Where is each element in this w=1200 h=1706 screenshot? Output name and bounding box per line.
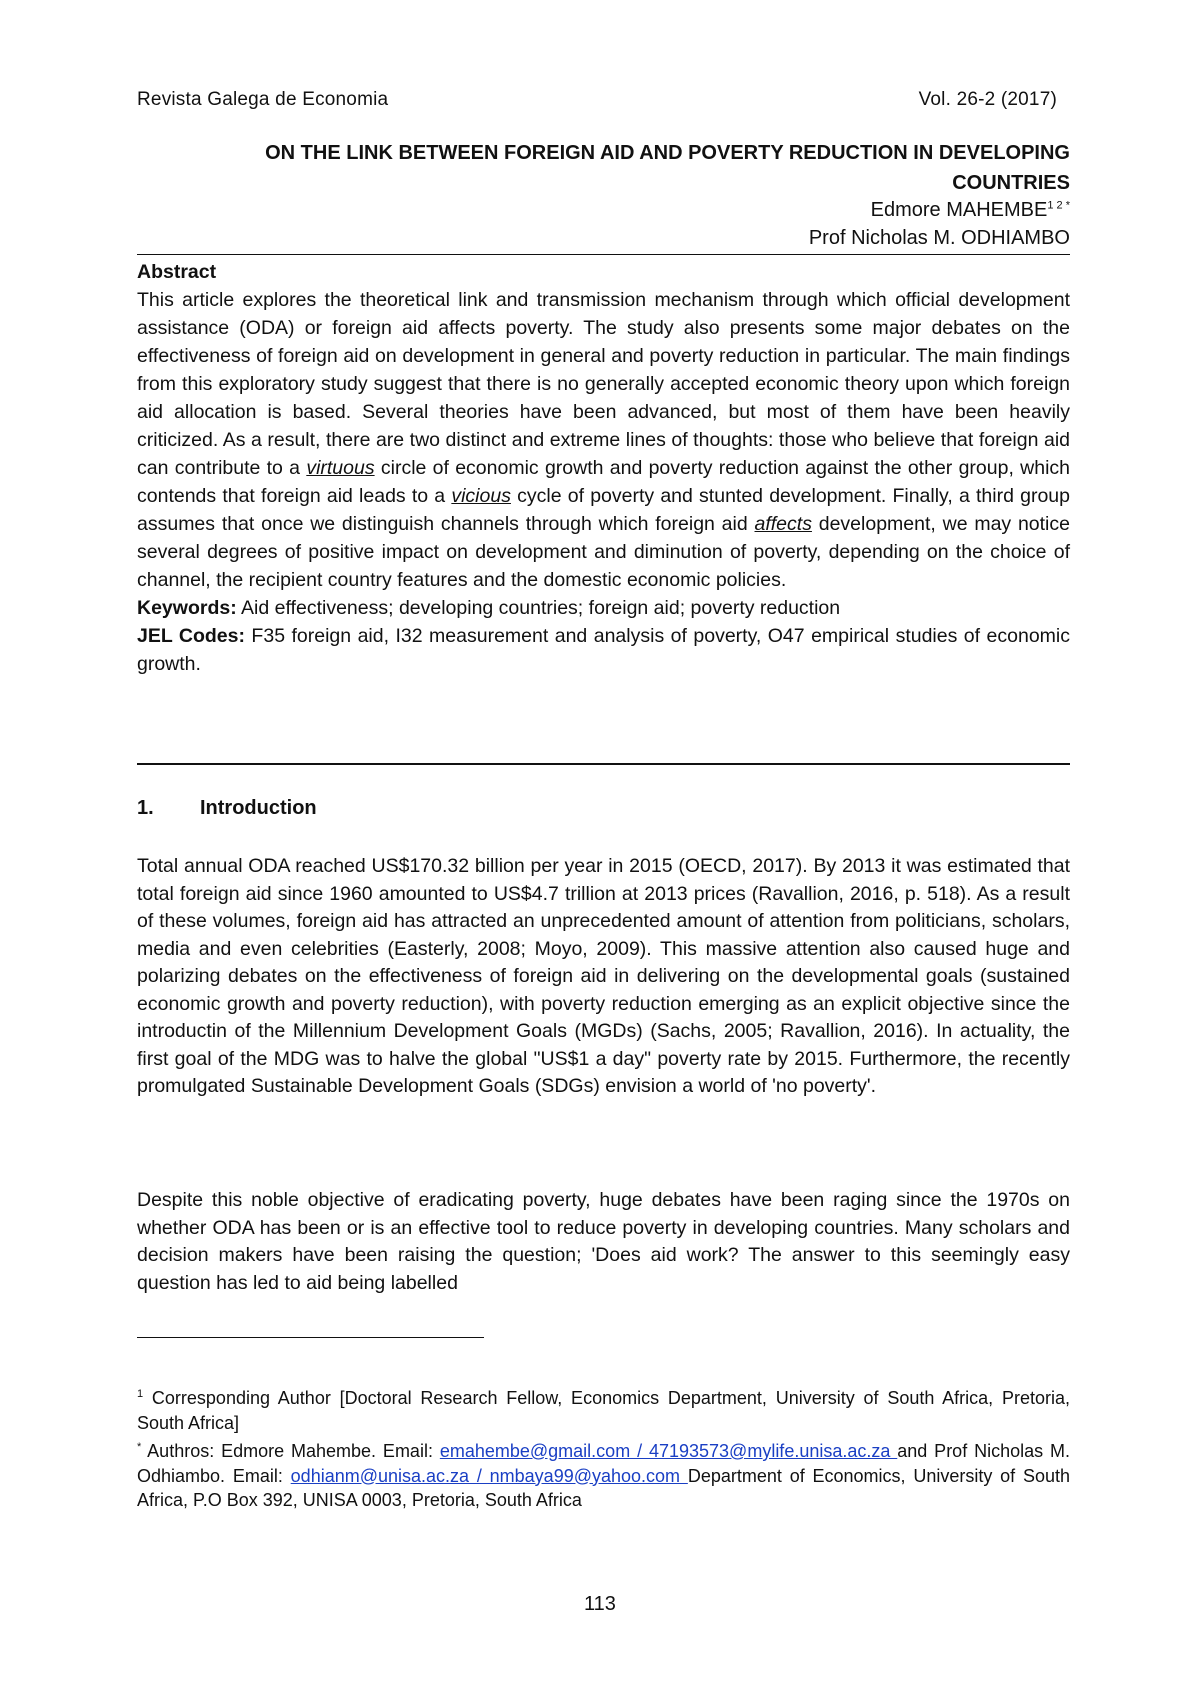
intro-paragraph-1: Total annual ODA reached US$170.32 billion per year in 2015 (OECD, 2017). By 2013 it was estimated that total foreign aid since 1960 amounted to US$4.7 trillion at 2013 prices (Ravallion, 2016, p. 518). As a result of these volumes, foreign aid has attracted an unprecedented amount of attention from politicians, scholars, media and even celebrities (Easterly, 2008; Moyo, 2009). This massive attention also caused huge and polarizing debates on the effectiveness of foreign aid in delivering on the developmental goals (sustained economic growth and poverty reduction), with poverty reduction emerging as an explicit objective since the introductin of the Millennium Development Goals (MGDs) (Sachs, 2005; Ravallion, 2016). In actuality, the first goal of the MDG was to halve the global "US$1 a day" poverty rate by 2015. Furthermore, the recently promulgated Sustainable Development Goals (SDGs) envision a world of 'no poverty'. <box>137 855 1070 1097</box>
emph-affects: affects <box>754 513 812 535</box>
footnote-2-mark: * <box>137 1441 142 1453</box>
jel-label: JEL Codes: <box>137 625 245 647</box>
footnote-1: $^1$ Corresponding Author [Doctoral Research Fellow, Economics Department, University of South Africa, Pretoria, South Africa] <box>137 1388 1070 1433</box>
email-link-mahembe[interactable]: emahembe@gmail.com / 47193573@mylife.unisa.ac.za <box>439 1441 898 1461</box>
volume-info: Vol. 26-2 (2017) <box>918 89 1057 110</box>
keywords-label: Keywords: <box>137 597 237 619</box>
section-heading-introduction <box>137 797 317 820</box>
article-title <box>137 138 1070 198</box>
author-1-marks: 1 2 * <box>1047 199 1070 212</box>
rule-bottom <box>137 763 1070 765</box>
jel-line <box>137 622 1070 678</box>
intro-paragraph-2: Despite this noble objective of eradicating poverty, huge debates have been raging since the 1970s on whether ODA has been or is an effective tool to reduce poverty in developing countries. Many scholars and decision makers have been raising the question; 'Does aid work? The answer to this seemingly easy question has led to aid being labelled <box>137 1189 1070 1294</box>
journal-name: Revista Galega de Economia <box>137 89 389 110</box>
abstract-heading: Abstract <box>137 261 217 283</box>
title-line-2: COUNTRIES <box>952 172 1070 194</box>
keywords-line <box>137 594 1070 622</box>
abstract-section <box>137 258 1070 678</box>
author-1-name: Edmore MAHEMBE <box>870 199 1048 221</box>
footnote-1-mark: 1 <box>137 1388 144 1400</box>
section-number: 1. <box>137 797 154 819</box>
email-link-odhiambo[interactable]: odhianm@unisa.ac.za / nmbaya99@yahoo.com <box>290 1465 688 1486</box>
emph-virtuous: virtuous <box>306 457 375 479</box>
running-header <box>137 89 1057 111</box>
section-title: Introduction <box>200 797 317 819</box>
keywords-text: Aid effectiveness; developing countries; foreign aid; poverty reduction <box>236 597 841 619</box>
title-line-1: ON THE LINK BETWEEN FOREIGN AID AND POVERTY REDUCTION IN DEVELOPING <box>265 142 1070 164</box>
author-2 <box>137 227 1070 250</box>
author-2-name: Prof Nicholas M. ODHIAMBO <box>808 227 1070 249</box>
footnote-separator <box>137 1337 484 1338</box>
footnote-2: * Authros: Edmore Mahembe. Email: emahembe@gmail.com / 47193573@mylife.unisa.ac.za and Prof Nicholas M. Odhiambo. Email: odhianm@unisa.ac.za / nmbaya99@yahoo.com Department of Economics, University of South Africa, P.O Box 392, UNISA 0003, Pretoria, South Africa <box>137 1441 1071 1510</box>
footnotes <box>137 1382 1070 1513</box>
author-1 <box>137 199 1070 222</box>
emph-vicious: vicious <box>451 485 511 507</box>
abstract-text: This article explores the theoretical link and transmission mechanism through which official development assistance (ODA) or foreign aid affects poverty. The study also presents some major debates on the effectiveness of foreign aid on development in general and poverty reduction in particular. The main findings from this exploratory study suggest that there is no generally accepted economic theory upon which foreign aid allocation is based. Several theories have been advanced, but most of them have been heavily criticized. As a result, there are two distinct and extreme lines of thoughts: those who believe that foreign aid can contribute to a virtuous circle of economic growth and poverty reduction against the other group, which contends that foreign aid leads to a vicious cycle of poverty and stunted development. Finally, a third group assumes that once we distinguish channels through which foreign aid affects development, we may notice several degrees of positive impact on development and diminution of poverty, depending on the choice of channel, the recipient country features and the domestic economic policies. <box>137 289 1070 591</box>
page-number: 113 <box>584 1593 616 1615</box>
rule-top <box>137 254 1070 255</box>
jel-text: F35 foreign aid, I32 measurement and analysis of poverty, O47 empirical studies of economic growth. <box>137 625 1070 675</box>
